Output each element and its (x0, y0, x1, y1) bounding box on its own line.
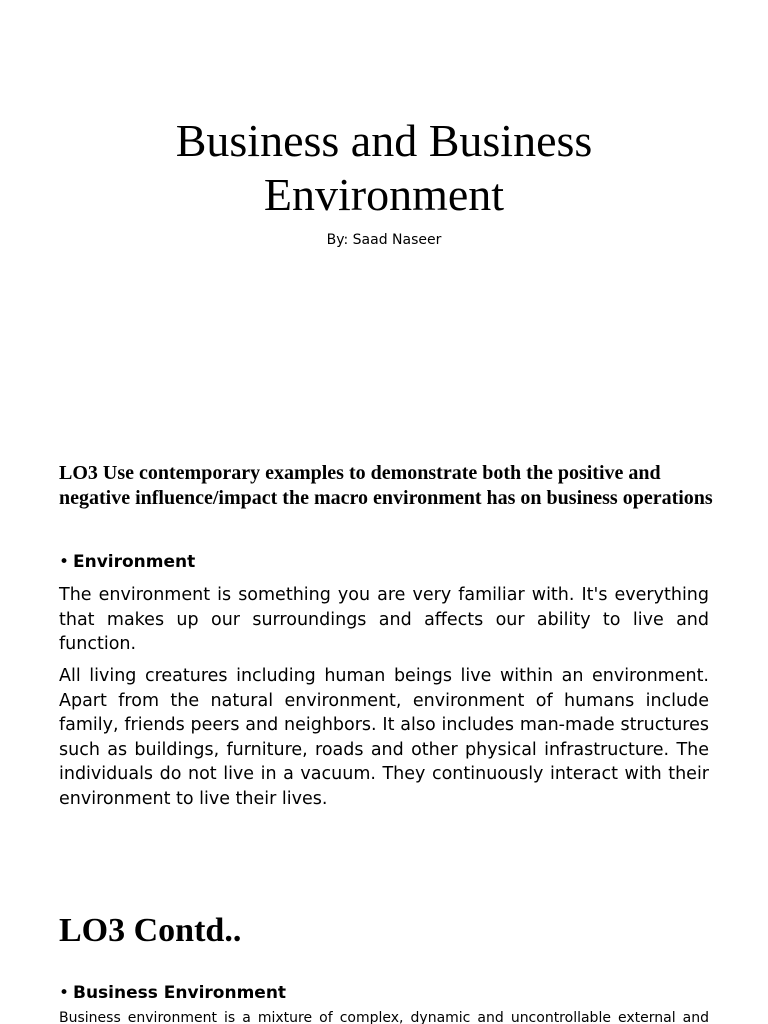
slide2-paragraph-1: The environment is something you are very familiar with. It's everything that makes up our surroundings and affects our ability to live and function. (59, 585, 709, 654)
slide2-bullet-label: Environment (73, 552, 196, 572)
bullet-icon: • (59, 552, 70, 572)
slide1-subtitle: By: Saad Naseer (326, 232, 442, 248)
slide1-title-line1: Business and Business (175, 115, 593, 166)
slide2-heading: LO3 Use contemporary examples to demonstrate both the positive and negative influence/impact the macro environment has on business operations (59, 462, 713, 509)
slide1-title (0, 114, 768, 222)
slide1-title-line2: Environment (263, 169, 505, 220)
bullet-icon: • (59, 983, 70, 1003)
slide2-bullet (59, 551, 195, 573)
slide2-paragraph-2: All living creatures including human beings live within an environment. Apart from the natural environment, environment of humans include family, friends peers and neighbors. It also includes man-made structures such as buildings, furniture, roads and other physical infrastructure. The individuals do not live in a vacuum. They continuously interact with their environment to live their lives. (59, 666, 709, 809)
slide3-bullet-label: Business Environment (73, 983, 287, 1003)
slide3-heading: LO3 Contd.. (59, 912, 242, 949)
slide3-bullet (59, 982, 286, 1004)
slide3-paragraph-partial: Business environment is a mixture of complex, dynamic and uncontrollable external and (59, 1010, 709, 1024)
